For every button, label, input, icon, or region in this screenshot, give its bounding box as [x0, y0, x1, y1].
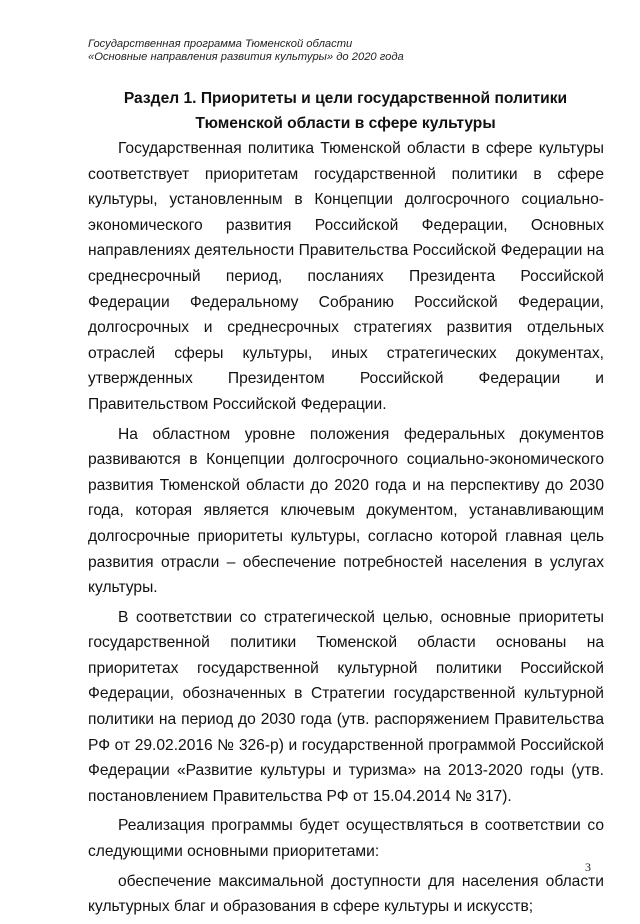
paragraph-4: Реализация программы будет осуществляться в соответствии со следующими основными приоритетами: [88, 817, 604, 861]
paragraph-2: На областном уровне положения федеральных документов развиваются в Концепции долгосрочного социально-экономического развития Тюменской области до 2020 года и на перспективу до 2030 года, которая является ключевым документом, устанавливающим долгосрочные приоритеты культуры, согласно которой главная цель развития отрасли – обеспечение потребностей населения в услугах культуры. [88, 425, 604, 597]
running-header [88, 38, 404, 64]
body-text [88, 136, 604, 924]
paragraph-1: Государственная политика Тюменской области в сфере культуры соответствует приоритетам государственной политики в сфере культуры, установленным в Концепции долгосрочного социально-экономического развития Российской Федерации, Основных направлениях деятельности Правительства Российской Федерации на среднесрочный период, посланиях Президента Российской Федерации Федеральному Собранию Российской Федерации, долгосрочных и среднесрочных стратегиях развития отдельных отраслей сферы культуры, иных стратегических документах, утвержденных Президентом Российской Федерации и Правительством Российской Федерации. [88, 140, 604, 413]
section-title-line-1: Раздел 1. Приоритеты и цели государственной политики [123, 90, 568, 107]
header-line-1: Государственная программа Тюменской области [88, 38, 353, 50]
section-title-line-2: Тюменской области в сфере культуры [195, 115, 496, 132]
paragraph-5: обеспечение максимальной доступности для населения области культурных благ и образования в сфере культуры и искусств; [88, 872, 604, 916]
header-line-2: «Основные направления развития культуры» до 2020 года [88, 51, 404, 63]
page-number: 3 [585, 860, 591, 874]
paragraph-3: В соответствии со стратегической целью, основные приоритеты государственной политики Тюменской области основаны на приоритетах государственной культурной политики Российской Федерации, обозначенных в Стратегии государственной культурной политики на период до 2030 года (утв. распоряжением Правительства РФ от 29.02.2016 № 326-р) и государственной программой Российской Федерации «Развитие культуры и туризма» на 2013-2020 годы (утв. постановлением Правительства РФ от 15.04.2014 № 317). [88, 608, 604, 805]
